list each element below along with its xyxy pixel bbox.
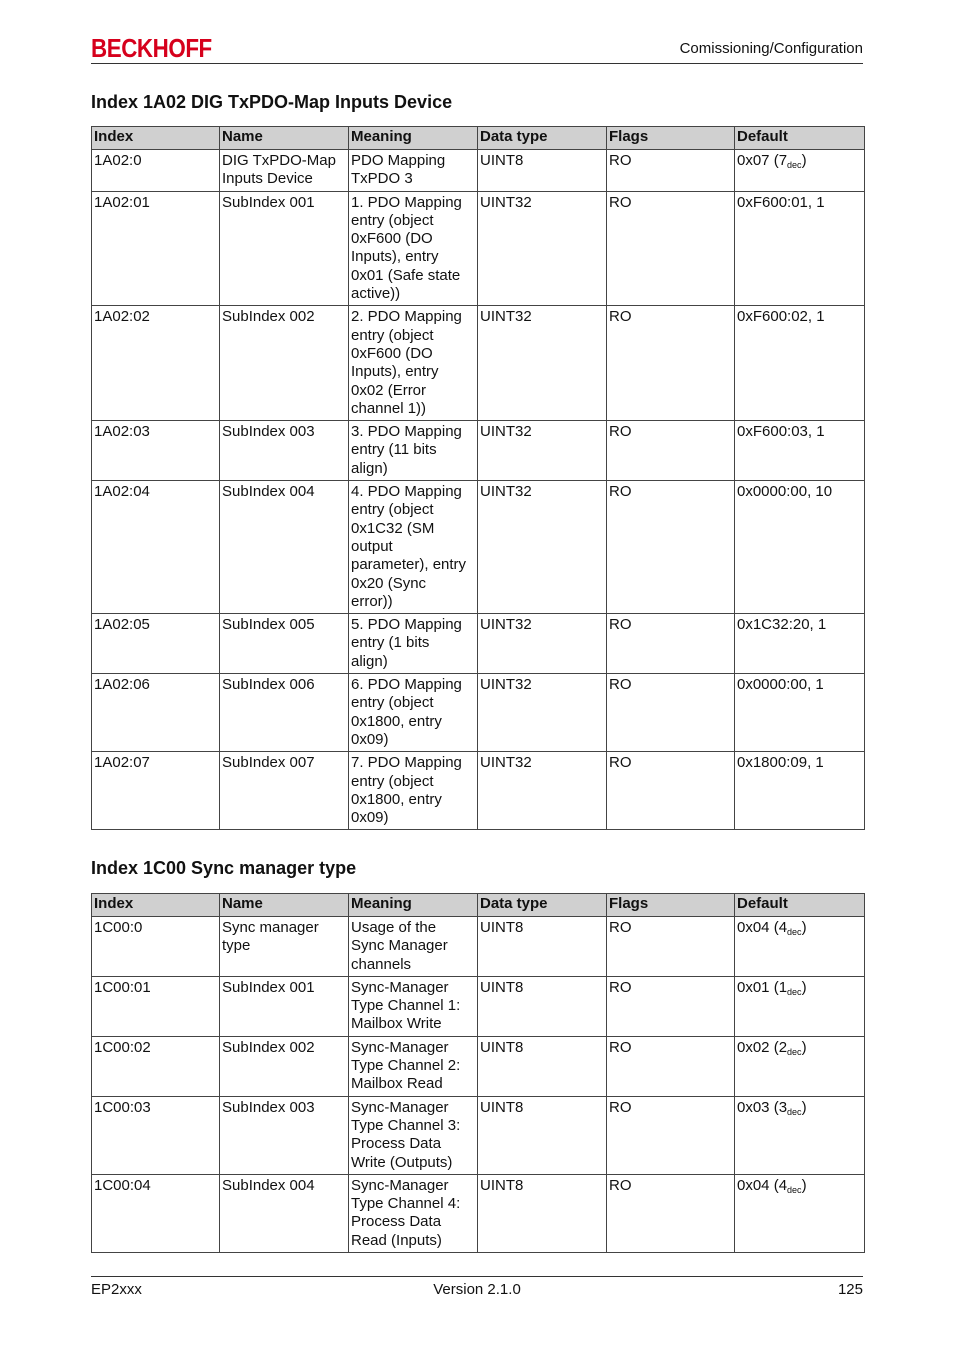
beckhoff-logo: BECKHOFF (91, 33, 212, 63)
column-header-default: Default (735, 894, 865, 917)
cell-index (92, 150, 220, 192)
cell-text-tail: ) (801, 152, 807, 169)
footer-page-number: 125 (837, 1281, 863, 1298)
cell-name (220, 1036, 349, 1096)
cell-text: Sync-Manager Type Channel 4: Process Data Read (Inputs) (351, 1176, 461, 1249)
cell-text: 1A02:01 (94, 193, 150, 211)
cell-text: RO (609, 676, 632, 694)
cell-default (735, 481, 865, 614)
cell-meaning (349, 917, 478, 977)
table-row (92, 614, 865, 674)
cell-text: UINT32 (480, 616, 532, 634)
header-rule (91, 63, 863, 64)
table-row (92, 191, 865, 306)
cell-text: SubIndex 001 (222, 193, 315, 211)
cell-text: RO (609, 1098, 632, 1116)
footer-version: Version 2.1.0 (433, 1281, 521, 1298)
cell-meaning (349, 481, 478, 614)
cell-index (92, 191, 220, 306)
cell-index (92, 674, 220, 752)
cell-text: 6. PDO Mapping entry (object 0x1800, entry 0x09) (351, 676, 462, 748)
cell-index (92, 976, 220, 1036)
cell-text: UINT32 (480, 423, 532, 441)
cell-text-tail: ) (801, 1176, 807, 1194)
table-row (92, 306, 865, 421)
cell-text: Usage of the Sync Manager channels (351, 919, 448, 973)
cell-name (220, 976, 349, 1036)
cell-text-tail: ) (801, 978, 807, 996)
table-row (92, 674, 865, 752)
column-header-data-type: Data type (478, 127, 607, 150)
section-header: Comissioning/Configuration (679, 40, 863, 57)
cell-flags (607, 1036, 735, 1096)
cell-meaning (349, 614, 478, 674)
cell-index (92, 752, 220, 830)
cell-default (735, 917, 865, 977)
cell-flags (607, 421, 735, 481)
cell-text: Sync-Manager Type Channel 2: Mailbox Read (351, 1038, 461, 1093)
cell-text: PDO Mapping TxPDO 3 (351, 152, 446, 188)
cell-text: RO (609, 978, 632, 996)
column-header-default: Default (735, 127, 865, 150)
cell-index (92, 481, 220, 614)
cell-text: RO (609, 152, 632, 169)
cell-text: UINT8 (480, 1098, 524, 1116)
cell-text: 1A02:05 (94, 616, 150, 634)
cell-name (220, 421, 349, 481)
cell-text: Sync-Manager Type Channel 1: Mailbox Write (351, 978, 461, 1033)
cell-text: UINT32 (480, 483, 532, 501)
cell-meaning (349, 752, 478, 830)
cell-text: SubIndex 006 (222, 676, 315, 694)
unit-subscript: dec (787, 160, 802, 170)
cell-text: 0x07 (7 (737, 152, 788, 169)
unit-subscript: dec (787, 1184, 802, 1195)
cell-name (220, 614, 349, 674)
cell-text: SubIndex 003 (222, 423, 315, 441)
cell-name (220, 306, 349, 421)
footer-product: EP2xxx (91, 1281, 142, 1298)
table-header-row (92, 894, 865, 917)
table-row (92, 976, 865, 1036)
cell-index (92, 1096, 220, 1174)
cell-data-type (478, 481, 607, 614)
cell-text: 0x04 (4 (737, 1176, 788, 1194)
table-1-title: Index 1A02 DIG TxPDO-Map Inputs Device (91, 92, 453, 112)
cell-data-type (478, 674, 607, 752)
table-row (92, 481, 865, 614)
cell-text: UINT8 (480, 919, 524, 936)
cell-text: SubIndex 007 (222, 754, 315, 772)
cell-index (92, 1036, 220, 1096)
cell-flags (607, 481, 735, 614)
cell-text: 1A02:06 (94, 676, 150, 694)
cell-meaning (349, 674, 478, 752)
cell-text: 0x1C32:20, 1 (737, 616, 827, 634)
cell-index (92, 614, 220, 674)
table-row (92, 1174, 865, 1252)
cell-data-type (478, 421, 607, 481)
cell-flags (607, 191, 735, 306)
object-table-1a02 (91, 126, 865, 830)
cell-default (735, 1036, 865, 1096)
cell-text: 0xF600:01, 1 (737, 193, 825, 211)
cell-text-tail: ) (801, 1098, 807, 1116)
cell-text: 3. PDO Mapping entry (11 bits align) (351, 423, 462, 477)
cell-meaning (349, 421, 478, 481)
unit-subscript: dec (787, 1046, 802, 1057)
cell-flags (607, 1096, 735, 1174)
cell-text: UINT8 (480, 1176, 524, 1194)
cell-default (735, 1174, 865, 1252)
column-header-index: Index (92, 894, 220, 917)
cell-text: 0x0000:00, 1 (737, 676, 824, 694)
cell-text: 0xF600:03, 1 (737, 423, 825, 441)
cell-data-type (478, 1174, 607, 1252)
cell-data-type (478, 976, 607, 1036)
cell-meaning (349, 191, 478, 306)
cell-text: UINT32 (480, 676, 532, 694)
cell-default (735, 1096, 865, 1174)
table-row (92, 917, 865, 977)
cell-text: 1C00:04 (94, 1176, 151, 1194)
cell-default (735, 150, 865, 192)
column-header-name: Name (220, 894, 349, 917)
cell-text: DIG TxPDO-Map Inputs Device (222, 152, 336, 188)
cell-flags (607, 150, 735, 192)
cell-name (220, 191, 349, 306)
cell-meaning (349, 1096, 478, 1174)
cell-flags (607, 674, 735, 752)
cell-default (735, 191, 865, 306)
cell-text: SubIndex 002 (222, 308, 315, 326)
cell-data-type (478, 150, 607, 192)
table-row (92, 1096, 865, 1174)
cell-flags (607, 752, 735, 830)
object-table-1c00 (91, 893, 865, 1253)
cell-name (220, 674, 349, 752)
cell-text: RO (609, 616, 632, 634)
cell-text: SubIndex 003 (222, 1098, 315, 1116)
cell-meaning (349, 1174, 478, 1252)
cell-text: UINT8 (480, 1038, 524, 1056)
cell-text: 1A02:02 (94, 308, 150, 326)
column-header-data-type: Data type (478, 894, 607, 917)
cell-text: UINT8 (480, 978, 524, 996)
cell-text: 1C00:02 (94, 1038, 151, 1056)
cell-data-type (478, 1036, 607, 1096)
table-row (92, 421, 865, 481)
cell-text: RO (609, 308, 632, 326)
cell-text: 1A02:0 (94, 152, 142, 169)
cell-index (92, 1174, 220, 1252)
cell-flags (607, 306, 735, 421)
cell-text: SubIndex 005 (222, 616, 315, 634)
cell-flags (607, 917, 735, 977)
column-header-meaning: Meaning (349, 127, 478, 150)
cell-text: RO (609, 193, 632, 211)
cell-data-type (478, 1096, 607, 1174)
footer-rule (91, 1276, 863, 1277)
column-header-flags: Flags (607, 894, 735, 917)
cell-meaning (349, 306, 478, 421)
cell-text: UINT8 (480, 152, 524, 169)
cell-text: UINT32 (480, 308, 532, 326)
cell-meaning (349, 976, 478, 1036)
cell-text-tail: ) (801, 1038, 807, 1056)
cell-text: UINT32 (480, 754, 532, 772)
cell-name (220, 1174, 349, 1252)
cell-text: 0xF600:02, 1 (737, 308, 825, 326)
cell-text: 1A02:04 (94, 483, 150, 501)
cell-text: 1C00:01 (94, 978, 151, 996)
cell-text: 1A02:03 (94, 423, 150, 441)
cell-text: 0x04 (4 (737, 919, 788, 936)
cell-flags (607, 614, 735, 674)
cell-text: RO (609, 1038, 632, 1056)
cell-text: 1C00:0 (94, 919, 143, 936)
cell-text: 7. PDO Mapping entry (object 0x1800, entry 0x09) (351, 754, 462, 827)
cell-data-type (478, 191, 607, 306)
cell-default (735, 674, 865, 752)
table-row (92, 1036, 865, 1096)
cell-data-type (478, 306, 607, 421)
cell-name (220, 150, 349, 192)
cell-text-tail: ) (801, 919, 807, 936)
cell-default (735, 752, 865, 830)
cell-text: RO (609, 1176, 632, 1194)
cell-name (220, 917, 349, 977)
unit-subscript: dec (787, 1106, 802, 1117)
cell-text: 1. PDO Mapping entry (object 0xF600 (DO Inputs), entry 0x01 (Safe state active)) (351, 193, 462, 303)
cell-flags (607, 1174, 735, 1252)
table-row (92, 752, 865, 830)
column-header-index: Index (92, 127, 220, 150)
cell-text: 1A02:07 (94, 754, 150, 772)
cell-index (92, 917, 220, 977)
cell-default (735, 421, 865, 481)
cell-text: 0x02 (2 (737, 1038, 788, 1056)
cell-text: 0x0000:00, 10 (737, 483, 833, 501)
cell-text: 0x03 (3 (737, 1098, 788, 1116)
cell-text: SubIndex 002 (222, 1038, 315, 1056)
cell-data-type (478, 752, 607, 830)
column-header-name: Name (220, 127, 349, 150)
cell-text: 1C00:03 (94, 1098, 151, 1116)
cell-data-type (478, 917, 607, 977)
column-header-flags: Flags (607, 127, 735, 150)
cell-text: 2. PDO Mapping entry (object 0xF600 (DO Inputs), entry 0x02 (Error channel 1)) (351, 308, 462, 417)
cell-text: RO (609, 754, 632, 772)
cell-index (92, 421, 220, 481)
cell-data-type (478, 614, 607, 674)
cell-text: RO (609, 483, 632, 501)
cell-index (92, 306, 220, 421)
cell-flags (607, 976, 735, 1036)
cell-text: 5. PDO Mapping entry (1 bits align) (351, 616, 462, 670)
column-header-meaning: Meaning (349, 894, 478, 917)
cell-text: 4. PDO Mapping entry (object 0x1C32 (SM output parameter), entry 0x20 (Sync error)) (351, 483, 467, 610)
cell-name (220, 481, 349, 614)
cell-text: UINT32 (480, 193, 532, 211)
cell-text: SubIndex 001 (222, 978, 315, 996)
cell-meaning (349, 1036, 478, 1096)
cell-text: RO (609, 919, 632, 936)
cell-meaning (349, 150, 478, 192)
cell-text: 0x1800:09, 1 (737, 754, 824, 772)
cell-text: SubIndex 004 (222, 483, 315, 501)
cell-text: RO (609, 423, 632, 441)
table-header-row (92, 127, 865, 150)
cell-name (220, 1096, 349, 1174)
unit-subscript: dec (787, 927, 802, 937)
cell-default (735, 976, 865, 1036)
table-row (92, 150, 865, 192)
unit-subscript: dec (787, 986, 802, 997)
cell-text: SubIndex 004 (222, 1176, 315, 1194)
cell-text: 0x01 (1 (737, 978, 788, 996)
cell-name (220, 752, 349, 830)
cell-default (735, 306, 865, 421)
cell-default (735, 614, 865, 674)
cell-text: Sync manager type (222, 919, 319, 955)
cell-text: Sync-Manager Type Channel 3: Process Data Write (Outputs) (351, 1098, 461, 1171)
table-2-title: Index 1C00 Sync manager type (91, 858, 357, 878)
